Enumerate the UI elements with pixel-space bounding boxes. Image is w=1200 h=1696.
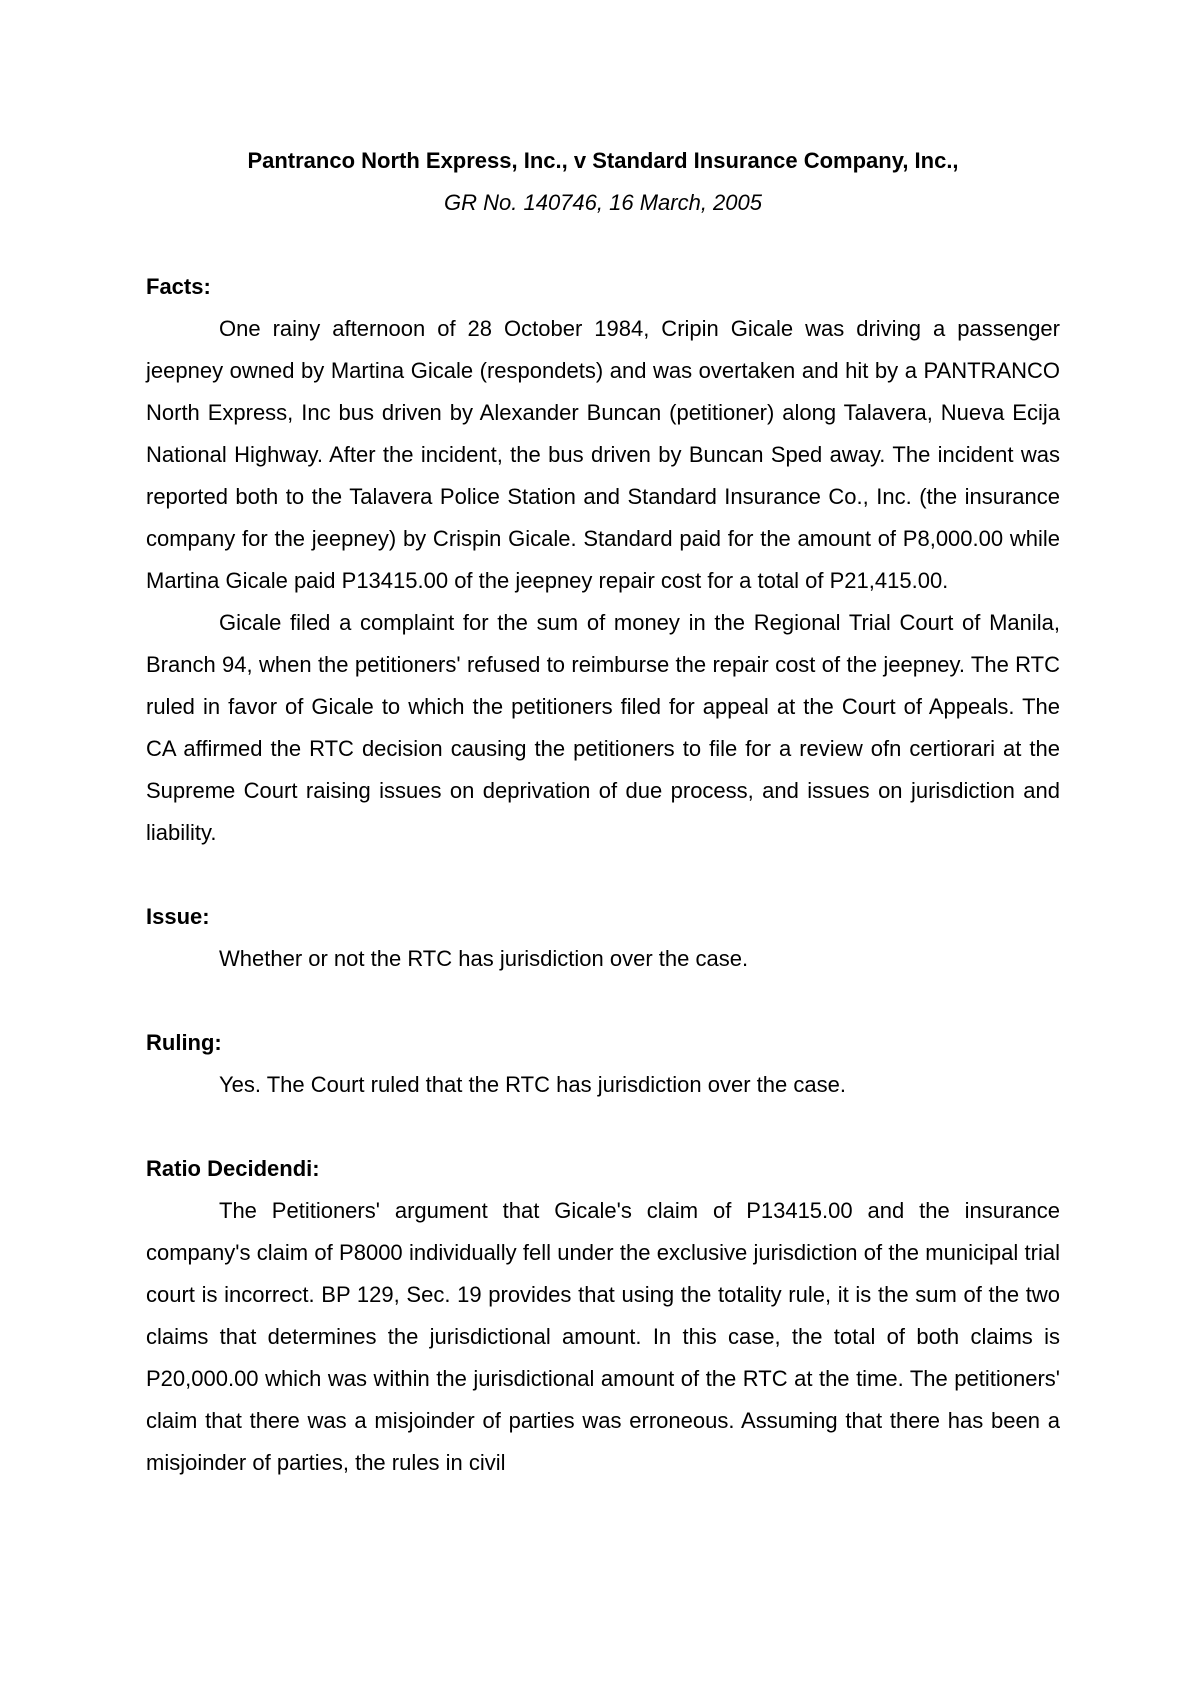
issue-paragraph: Whether or not the RTC has jurisdiction over the case. [219,946,749,971]
facts-section [146,266,1060,854]
case-title: Pantranco North Express, Inc., v Standard Insurance Company, Inc., [247,148,959,173]
facts-heading: Facts: [146,274,211,299]
spacer [146,224,1060,266]
document-body [146,140,1060,1484]
spacer [146,1106,1060,1148]
facts-paragraph: One rainy afternoon of 28 October 1984, Cripin Gicale was driving a passenger jeepney owned by Martina Gicale (respondets) and was overtaken and hit by a PANTRANCO North Express, Inc bus driven by Alexander Buncan (petitioner) along Talavera, Nueva Ecija National Highway. After the incident, the bus driven by Buncan Sped away. The incident was reported both to the Talavera Police Station and Standard Insurance Co., Inc. (the insurance company for the jeepney) by Crispin Gicale. Standard paid for the amount of P8,000.00 while Martina Gicale paid P13415.00 of the jeepney repair cost for a total of P21,415.00. [146,316,1060,593]
facts-paragraph: Gicale filed a complaint for the sum of money in the Regional Trial Court of Manila, Branch 94, when the petitioners' refused to reimburse the repair cost of the jeepney. The RTC ruled in favor of Gicale to which the petitioners filed for appeal at the Court of Appeals. The CA affirmed the RTC decision causing the petitioners to file for a review ofn certiorari at the Supreme Court raising issues on deprivation of due process, and issues on jurisdiction and liability. [146,610,1060,845]
issue-section [146,896,1060,980]
ratio-heading: Ratio Decidendi: [146,1156,320,1181]
spacer [146,980,1060,1022]
issue-heading: Issue: [146,904,210,929]
ruling-paragraph: Yes. The Court ruled that the RTC has jurisdiction over the case. [219,1072,846,1097]
ruling-section [146,1022,1060,1106]
ruling-heading: Ruling: [146,1030,222,1055]
ratio-paragraph: The Petitioners' argument that Gicale's claim of P13415.00 and the insurance company's claim of P8000 individually fell under the exclusive jurisdiction of the municipal trial court is incorrect. BP 129, Sec. 19 provides that using the totality rule, it is the sum of the two claims that determines the jurisdictional amount. In this case, the total of both claims is P20,000.00 which was within the jurisdictional amount of the RTC at the time. The petitioners' claim that there was a misjoinder of parties was erroneous. Assuming that there has been a misjoinder of parties, the rules in civil [146,1198,1060,1475]
case-citation: GR No. 140746, 16 March, 2005 [444,190,762,215]
spacer [146,854,1060,896]
ratio-section [146,1148,1060,1484]
